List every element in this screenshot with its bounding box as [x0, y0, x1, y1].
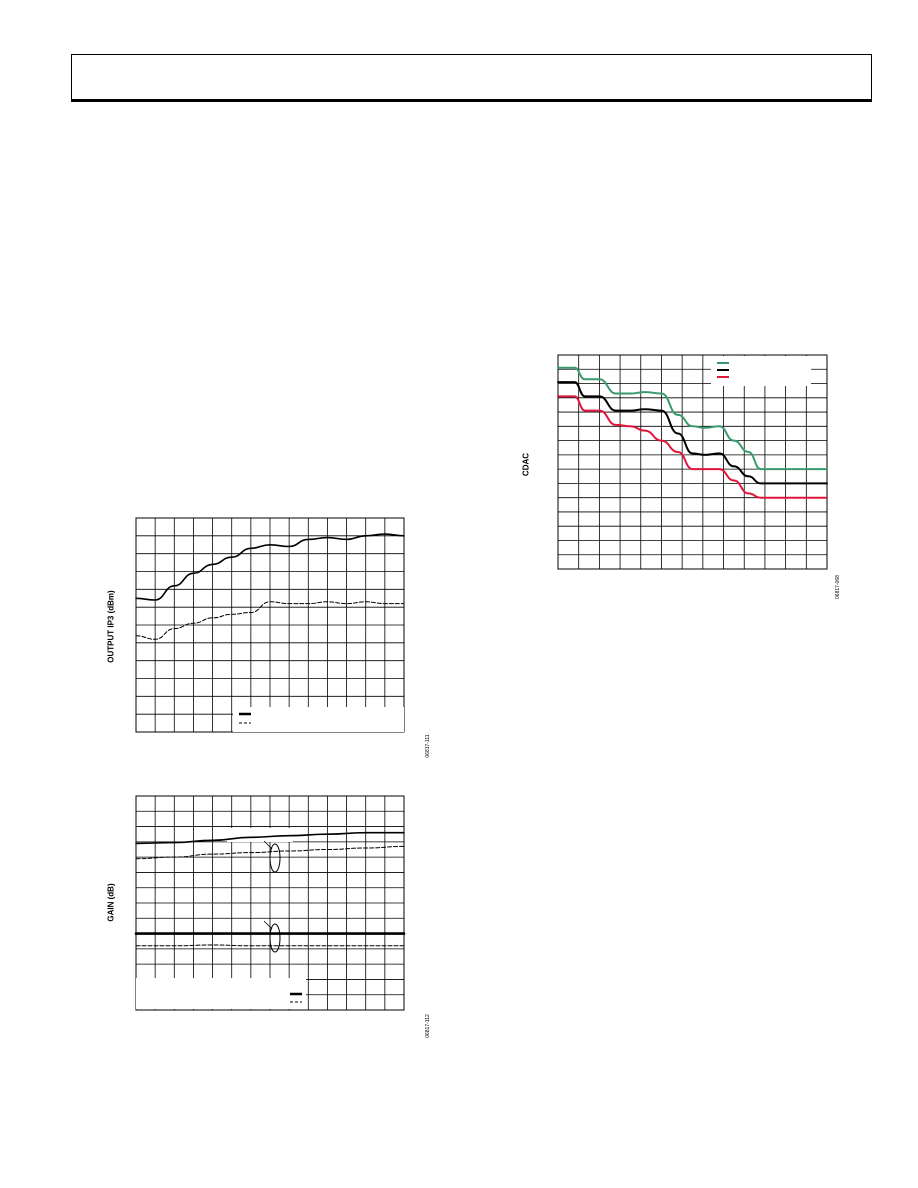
oip3-y-axis-label: OUTPUT IP3 (dBm): [106, 590, 116, 663]
grid: [136, 518, 404, 732]
legend: [233, 707, 404, 732]
gain-chart: [135, 795, 407, 1011]
annotation-box-lower: [136, 978, 306, 1009]
oip3-figure-number: 06817-111: [425, 734, 431, 758]
legend-background: [233, 707, 404, 732]
cdac-chart: [557, 354, 829, 570]
gain-figure-number: 06817-112: [425, 1014, 431, 1038]
plot-frame: [558, 355, 827, 569]
cdac-figure-number: 06817-068: [835, 575, 841, 599]
annotation-leader-lower: [264, 921, 272, 929]
legend: [711, 356, 811, 386]
page-header-box: [71, 54, 872, 102]
oip3-chart: [135, 517, 407, 733]
cdac-y-axis-label: CDAC: [521, 452, 531, 477]
gain-y-axis-label: GAIN (dB): [106, 883, 116, 922]
grid: [558, 355, 827, 569]
